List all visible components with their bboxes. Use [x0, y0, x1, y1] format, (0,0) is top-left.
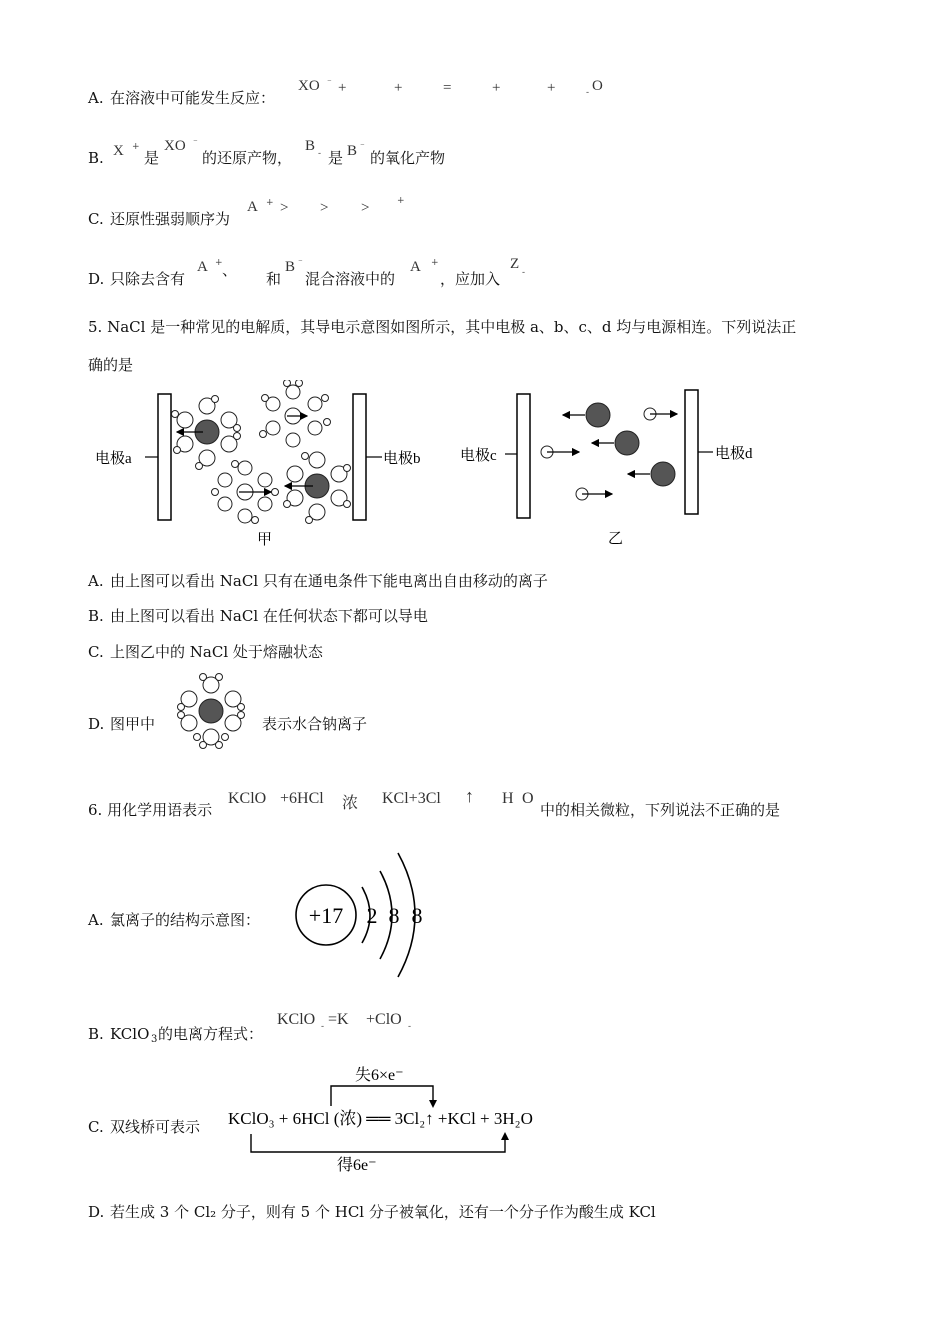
sodium-ion [592, 431, 639, 455]
option-text: ，应加入 [440, 270, 501, 288]
figure-caption: 乙 [608, 531, 624, 547]
option-text: 的氧化产物 [370, 149, 446, 167]
option-label: B. [88, 607, 104, 625]
formula-fragment: A [247, 199, 258, 215]
stem-text: 6. 用化学用语表示 [88, 801, 213, 819]
shell-electrons: 8 [411, 903, 423, 928]
electrode-a-label: 电极a [95, 451, 132, 467]
hydrated-sodium-ion [284, 452, 351, 524]
option-label: A. [88, 89, 104, 107]
lose-electrons-label: 失6×e⁻ [355, 1067, 404, 1084]
shell-electrons: 2 [366, 903, 378, 928]
option-label: D. [88, 715, 105, 733]
option-text: 的还原产物， [202, 149, 293, 167]
hydrated-chloride-ion [260, 380, 331, 447]
formula-fragment: KCl+3Cl [382, 790, 441, 807]
option-text: 只除去含有 [110, 270, 186, 288]
nuclear-charge: +17 [308, 903, 344, 928]
formula-fragment: B [285, 259, 296, 275]
option-text: 双线桥可表示 [110, 1118, 201, 1136]
option-label: A. [88, 911, 104, 929]
double-bridge-diagram [225, 1062, 595, 1177]
sodium-ion [563, 403, 610, 427]
option-text: 上图乙中的 NaCl 处于熔融状态 [110, 643, 323, 661]
formula-fragment: XO [298, 78, 320, 94]
option-label: B. [88, 149, 104, 167]
option-text: 还原性强弱顺序为 [110, 210, 231, 228]
option-label: D. [88, 1203, 105, 1221]
formula-fragment: X [113, 143, 124, 159]
formula-fragment: KClO [277, 1011, 316, 1028]
option-text: 表示水合钠离子 [262, 715, 368, 733]
electrode-c-plate [517, 394, 530, 518]
formula-fragment: B [347, 143, 358, 159]
subscript: 3 [151, 1034, 158, 1045]
option-label: D. [88, 270, 105, 288]
electrode-d-plate [685, 390, 698, 514]
electrode-b-label: 电极b [383, 451, 421, 467]
chloride-ion [644, 408, 677, 420]
q5-stem-line2: 确的是 [88, 356, 134, 374]
chloride-ion [541, 446, 579, 458]
stem-text: 中的相关微粒，下列说法不正确的是 [540, 801, 781, 819]
formula-fragment: A [410, 259, 421, 275]
operator: + [547, 80, 556, 96]
sodium-ion [628, 462, 675, 486]
gain-electrons-label: 得6e⁻ [337, 1157, 377, 1174]
shell-electrons: 8 [388, 903, 400, 928]
operator: > [280, 200, 289, 216]
option-text: 由上图可以看出 NaCl 在任何状态下都可以导电 [110, 607, 428, 625]
formula-fragment: 浓 [342, 795, 359, 812]
formula-fragment: ⁻ [360, 142, 365, 152]
formula-fragment: - [318, 149, 322, 159]
formula-fragment: XO [164, 138, 186, 154]
formula-fragment: H [502, 790, 514, 807]
formula-fragment: + [132, 142, 140, 152]
option-text: 氯离子的结构示意图： [110, 911, 261, 929]
option-text: 是 [328, 149, 344, 167]
hydrated-chloride-ion [212, 461, 279, 524]
formula-fragment: Z [510, 256, 520, 272]
operator: + [394, 80, 403, 96]
formula-fragment: +ClO [366, 1011, 402, 1028]
formula-fragment: ⁻ [193, 138, 198, 148]
option-label: B. [88, 1025, 104, 1043]
option-text: 混合溶液中的 [305, 270, 396, 288]
nacl-solution-figure [95, 380, 435, 550]
hydrated-sodium-ion [172, 396, 241, 470]
option-text: 由上图可以看出 NaCl 只有在通电条件下能电离出自由移动的离子 [110, 572, 548, 590]
option-text: 的电离方程式： [158, 1025, 264, 1043]
operator: + [338, 80, 347, 96]
chloride-ion [576, 488, 612, 500]
formula-fragment: ⁻ [327, 78, 332, 88]
formula-fragment: KClO [228, 790, 267, 807]
electrode-d-label: 电极d [715, 446, 753, 462]
option-text: 图甲中 [110, 715, 156, 733]
electrode-a-plate [158, 394, 171, 520]
reaction-equation: KClO₃ + 6HCl (浓) ══ 3Cl₂↑ +KCl + 3H₂O [228, 1109, 533, 1128]
option-label: A. [88, 572, 104, 590]
chloride-ion-structure-diagram [290, 845, 440, 980]
formula-fragment: +6HCl [280, 790, 324, 807]
option-text: KClO [110, 1025, 150, 1043]
formula-fragment: B [305, 138, 316, 154]
option-label: C. [88, 210, 104, 228]
electrode-b-plate [353, 394, 366, 520]
separator: 、 [222, 261, 238, 279]
q5-stem-line1: 5. NaCl 是一种常见的电解质，其导电示意图如图所示，其中电极 a、b、c、d 均与电源相连。下列说法正 [88, 318, 797, 336]
operator: = [443, 80, 452, 96]
option-label: C. [88, 1118, 104, 1136]
electrode-c-label: 电极c [460, 448, 497, 464]
operator: > [361, 200, 370, 216]
formula-fragment: O [522, 790, 534, 807]
formula-fragment: O [592, 78, 603, 94]
gas-arrow: ↑ [465, 786, 474, 806]
formula-fragment: =K [328, 1011, 349, 1028]
option-text: 和 [266, 270, 282, 288]
figure-caption: 甲 [257, 532, 273, 548]
option-label: C. [88, 643, 104, 661]
option-text: 是 [144, 149, 160, 167]
nacl-molten-figure [455, 380, 775, 550]
operator: > [320, 200, 329, 216]
formula-fragment: A [197, 259, 208, 275]
hydrated-sodium-ion-icon [170, 672, 252, 754]
operator: + [492, 80, 501, 96]
option-text: 若生成 3 个 Cl₂ 分子，则有 5 个 HCl 分子被氧化，还有一个分子作为酸生成 KCl [110, 1203, 656, 1221]
option-text: 在溶液中可能发生反应： [110, 89, 276, 107]
